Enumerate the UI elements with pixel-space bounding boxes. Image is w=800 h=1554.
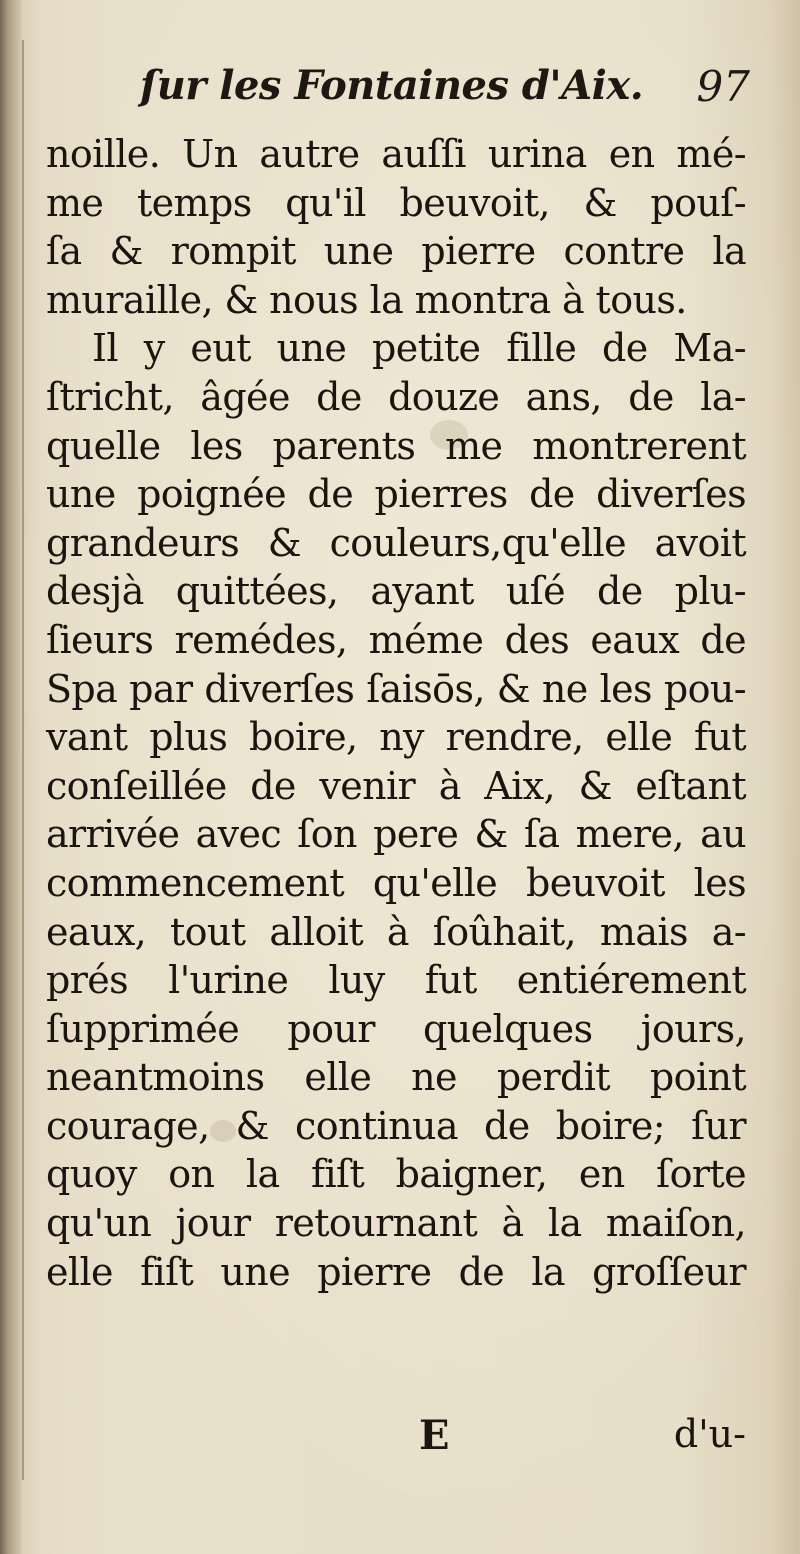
text-line: elle fiſt une pierre de la groſſeur <box>46 1249 746 1294</box>
text-line: ſtricht, âgée de douze ans, de la- <box>46 374 746 419</box>
text-line: courage, & continua de boire; ſur <box>46 1103 746 1148</box>
text-line: prés l'urine luy fut entiérement <box>46 958 746 1003</box>
page-gutter <box>0 0 22 1554</box>
text-line: commencement qu'elle beuvoit les <box>46 860 746 905</box>
page-number: 97 <box>696 62 750 111</box>
text-line: me temps qu'il beuvoit, & pouſ- <box>46 180 746 225</box>
text-line: Spa par diverſes ſaisōs, & ne les pou- <box>46 666 746 711</box>
page-header <box>140 62 750 122</box>
text-line: neantmoins elle ne perdit point <box>46 1055 746 1100</box>
page-footer <box>46 1412 746 1462</box>
text-line: ſupprimée pour quelques jours, <box>46 1006 746 1051</box>
text-line: vant plus boire, ny rendre, elle fut <box>46 715 746 760</box>
gutter-shadow-line <box>22 40 24 1480</box>
text-line: grandeurs & couleurs,qu'elle avoit <box>46 520 746 565</box>
catchword: d'u- <box>673 1412 746 1456</box>
text-line: Il y eut une petite fille de Ma- <box>92 326 746 371</box>
text-line: ſa & rompit une pierre contre la <box>46 229 746 274</box>
text-line: desjà quittées, ayant uſé de plu- <box>46 569 746 614</box>
text-line: une poignée de pierres de diverſes <box>46 472 746 517</box>
body-text <box>46 130 746 1296</box>
text-line: conſeillée de venir à Aix, & eſtant <box>46 763 746 808</box>
text-line: eaux, tout alloit à ſoûhait, mais a- <box>46 909 746 954</box>
text-line: quoy on la fiſt baigner, en ſorte <box>46 1152 746 1197</box>
text-line: ſieurs remédes, méme des eaux de <box>46 617 746 662</box>
signature-mark: E <box>419 1412 450 1459</box>
text-line: muraille, & nous la montra à tous. <box>46 277 687 322</box>
text-line: quelle les parents me montrerent <box>46 423 746 468</box>
text-line: qu'un jour retournant à la maiſon, <box>46 1201 746 1246</box>
text-line: noille. Un autre auſſi urina en mé- <box>46 132 746 176</box>
running-title: ſur les Fontaines d'Aix. <box>140 62 644 109</box>
text-line: arrivée avec ſon pere & ſa mere, au <box>46 812 746 857</box>
